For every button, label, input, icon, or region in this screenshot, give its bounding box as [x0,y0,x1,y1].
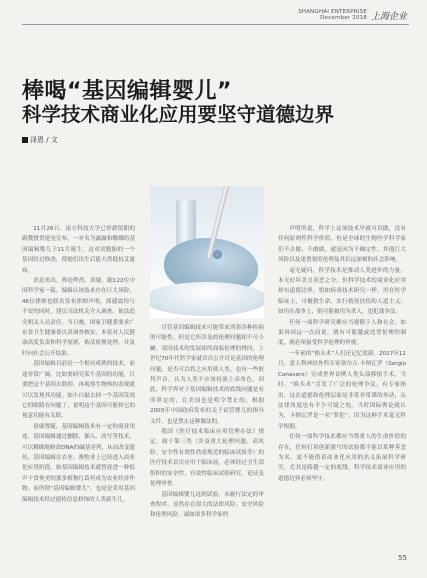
paragraph: 我国《医疗技术临床应用管理办法》规定，属于第三类（涉及重大伦理问题、高风险、安全性有效性尚需规范的临床试验等）的医疗技术首次应用于临床前，必须经过卫生部组织的安全性、有效性临床试验研究、论证及伦理审查。 [150,429,264,488]
article-title-line1: 棒喝“基因编辑婴儿” [22,79,232,104]
paragraph: 毋庸置疑，基因编辑技术有一定的商业用途。基因编辑通过删除、插入、改写等技术，可以精确地修改DNA的碱基序列，从而改变遗传。基因编辑在农业、畜牧业上已经进入商业化应用阶段。如基因编辑技术就曾促进一种很声干食奥美的那多植物红葛坦成为农业经济作物。而所谓“基因编辑婴儿”，也是是采用基因编辑技术经过遗传信息修饰的人类新生儿。 [22,423,135,503]
paragraph: 尽管基因编辑技术可能带来消弭各种疾病的可能性，但是它所涉及的伦理问题却不可小觑。基因技术的发展始终面临伦理的拷问，上世纪70年代科学家就首次公开讨论基因的伦理问题，是否可以将之应用到人类。也有一些批判声音，认为人类不应该扮演上帝角色。因此，科学界对于基因编辑技术的底线问题是有所界定的，在美国也是明令禁止的。根据2003年中国政府发布的关于试管婴儿的指导文件，也是禁止这种做法的。 [150,325,264,425]
page-number: 55 [398,554,407,562]
petri-dish-shape [150,282,264,316]
paragraph: 基因编辑婴儿这则试验，未履行法定的审查程序，显然存在很大的法律风险、安全风险和伦理风险。诚如诸多科学家的 [150,491,264,519]
left-column [22,224,135,554]
byline-square-icon [22,137,28,143]
author: 泽恩 / 文 [30,136,58,144]
middle-column [150,323,264,561]
magazine-name-en: SHANGHAI ENTERPRISE [298,9,367,15]
droplet-shape [213,250,222,259]
paragraph: 11月26日，南方科技大学已停薪留职的副教授贺建奎宣布，一对名为露露和娜娜的基因编辑婴儿于11月诞生，这对双胞胎的一个基因经过修改，使她们出生后能天然抵抗艾滋病。 [22,226,135,274]
issue-date: December 2018 [320,15,367,21]
paragraph: 毫无疑问，科学技术是推动人类进步的力量。本无好坏美丑善恶之分。但科学技术的商业化应用却有道德边界。恰如病毒技术研究一样，用在医学临床上，可极救生命，实行救死扶伤的人道主义；如用在战争上，则可能被用为杀人，违犯战争法。 [278,267,406,316]
magazine-header [298,9,367,21]
paragraph: 声明所说，科学上这项技术早就可以做，没有任何原则性科学价值，但是全球的生物医学科学家们不去做、不敢做，就是因为不确定性、其他巨大风险以及更重要的伦理及其长远深刻的社会影响。 [278,226,406,264]
paragraph: 基因编辑目前是一个相对成熟的技术，前途非常广阔。比如要研究某个基因的功能，只要把这个基因去除掉，再观察生物体的表现就可以发现其功能。如小白鼠去掉一个基因发现它的眼睛有问题了，说明这个基因可能和它的视觉功能有关联。 [22,361,135,420]
lab-photo [150,186,264,318]
header-rule [22,24,409,25]
paragraph: 任何一项科学技术都应当尊重人的生命价值的存在，任何打着创新旗号的试验都不能以某种善念为名，更不能借着商业化应用的名义拓展科学研究，尤其是跨越一定的底线，科学技术商业应用的道德边界必须坚守。 [278,434,406,482]
paragraph: 任何一项科学研究都应当遵循于人和社会，如果再因远一点而说，就有可能越或违背伦理的制度，就必须接受科学伦理的审视。 [278,319,406,347]
right-column [278,224,406,564]
byline [22,135,58,145]
paragraph: 一年前的“换头术”人们还记忆犹新。2017年11月，意大利神经外科专家塞尔吉·卡纳瓦罗（Sergio Canavero）宣成世界首例人类头部移植手术，当时，“换头术”引发了广泛的伦理争议。有专家指出，这在道德和伦理层面是非常非常谬的举动，从法律角度也有不少可疑之处。当时国际舆论就认为，卡纳瓦罗是一名“罪犯”，因为这种手术毫无科学根据。 [278,350,406,430]
paragraph: 消息甫出，舆论哗然，质疑。随122位中国科学家一篇，编辑认该技术存在巨大风险，46位律师也联名发布律师声明，深感震惊与不安的同时，建议司法机关介入调查。依法追究相关人员责任。当日晚，国家卫健委要求广东省卫生健康委认真调查核实，本着对人民健康高度负责和科学原则，依法依规处理，并及时向社会公开结果。 [22,278,135,357]
article-title-line2: 科学技术商业化应用要坚守道德边界 [22,103,335,126]
magazine-logo: 上海企业 [370,12,407,22]
